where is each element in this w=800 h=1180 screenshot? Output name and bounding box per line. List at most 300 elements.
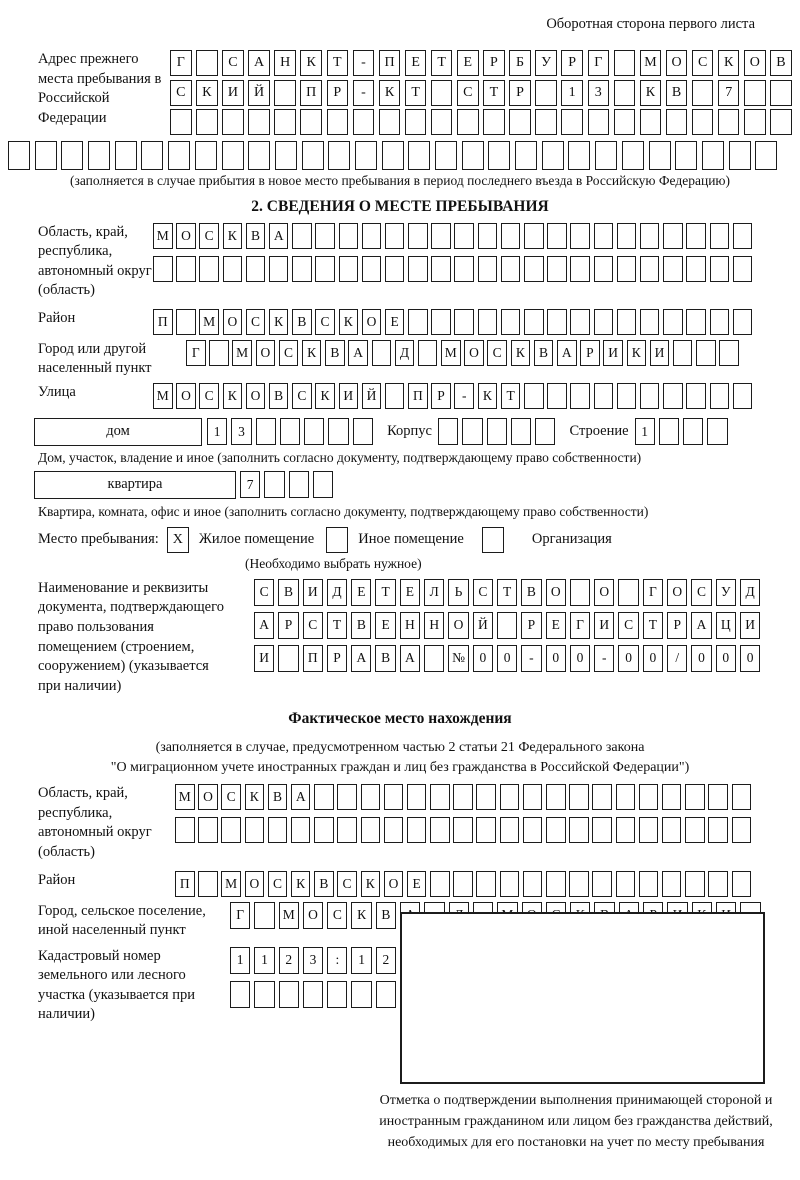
- char-cell[interactable]: С: [279, 340, 299, 366]
- char-cell[interactable]: [196, 50, 218, 76]
- char-cell[interactable]: С: [457, 80, 479, 106]
- char-cell[interactable]: [733, 223, 753, 249]
- char-cell[interactable]: [353, 109, 375, 135]
- char-cell[interactable]: В: [325, 340, 345, 366]
- char-cell[interactable]: В: [521, 579, 541, 606]
- char-cell[interactable]: 7: [240, 471, 260, 498]
- char-cell[interactable]: [327, 981, 347, 1008]
- char-cell[interactable]: -: [521, 645, 541, 672]
- char-cell[interactable]: [686, 383, 706, 409]
- char-cell[interactable]: [640, 256, 660, 282]
- char-cell[interactable]: [523, 784, 543, 810]
- char-cell[interactable]: [476, 784, 496, 810]
- char-cell[interactable]: М: [441, 340, 461, 366]
- char-cell[interactable]: [280, 418, 300, 445]
- char-cell[interactable]: [614, 50, 636, 76]
- char-cell[interactable]: О: [256, 340, 276, 366]
- char-cell[interactable]: [408, 309, 428, 335]
- char-cell[interactable]: [617, 256, 637, 282]
- char-cell[interactable]: :: [327, 947, 347, 974]
- char-cell[interactable]: 0: [716, 645, 736, 672]
- char-cell[interactable]: С: [327, 902, 347, 929]
- char-cell[interactable]: [710, 309, 730, 335]
- char-cell[interactable]: С: [268, 871, 288, 897]
- char-cell[interactable]: С: [337, 871, 357, 897]
- char-cell[interactable]: А: [254, 612, 274, 639]
- char-cell[interactable]: О: [744, 50, 766, 76]
- char-cell[interactable]: -: [353, 80, 375, 106]
- char-cell[interactable]: 3: [588, 80, 610, 106]
- char-cell[interactable]: [476, 871, 496, 897]
- char-cell[interactable]: С: [199, 383, 219, 409]
- char-cell[interactable]: [732, 817, 752, 843]
- char-cell[interactable]: [733, 256, 753, 282]
- char-cell[interactable]: [268, 817, 288, 843]
- char-cell[interactable]: У: [535, 50, 557, 76]
- char-cell[interactable]: [384, 784, 404, 810]
- zhiloe-checkbox[interactable]: X: [167, 527, 189, 553]
- char-cell[interactable]: [457, 109, 479, 135]
- char-cell[interactable]: [569, 871, 589, 897]
- char-cell[interactable]: [168, 141, 190, 170]
- char-cell[interactable]: [195, 141, 217, 170]
- char-cell[interactable]: [662, 817, 682, 843]
- char-cell[interactable]: С: [691, 579, 711, 606]
- char-cell[interactable]: [431, 223, 451, 249]
- char-cell[interactable]: [384, 817, 404, 843]
- char-cell[interactable]: [339, 256, 359, 282]
- char-cell[interactable]: -: [353, 50, 375, 76]
- char-cell[interactable]: [362, 223, 382, 249]
- char-cell[interactable]: К: [379, 80, 401, 106]
- char-cell[interactable]: О: [246, 383, 266, 409]
- char-cell[interactable]: [209, 340, 229, 366]
- char-cell[interactable]: [405, 109, 427, 135]
- char-cell[interactable]: Г: [588, 50, 610, 76]
- char-cell[interactable]: [256, 418, 276, 445]
- char-cell[interactable]: К: [511, 340, 531, 366]
- char-cell[interactable]: [328, 141, 350, 170]
- char-cell[interactable]: [588, 109, 610, 135]
- char-cell[interactable]: [408, 141, 430, 170]
- char-cell[interactable]: [618, 579, 638, 606]
- char-cell[interactable]: Т: [327, 50, 349, 76]
- char-cell[interactable]: [733, 383, 753, 409]
- char-cell[interactable]: [487, 418, 507, 445]
- char-cell[interactable]: П: [300, 80, 322, 106]
- char-cell[interactable]: С: [292, 383, 312, 409]
- char-cell[interactable]: И: [594, 612, 614, 639]
- char-cell[interactable]: О: [464, 340, 484, 366]
- char-cell[interactable]: 0: [546, 645, 566, 672]
- char-cell[interactable]: Г: [643, 579, 663, 606]
- char-cell[interactable]: [592, 817, 612, 843]
- char-cell[interactable]: [501, 309, 521, 335]
- char-cell[interactable]: №: [448, 645, 468, 672]
- char-cell[interactable]: [141, 141, 163, 170]
- char-cell[interactable]: 1: [561, 80, 583, 106]
- char-cell[interactable]: [246, 256, 266, 282]
- char-cell[interactable]: К: [351, 902, 371, 929]
- char-cell[interactable]: [524, 309, 544, 335]
- char-cell[interactable]: [304, 418, 324, 445]
- char-cell[interactable]: [385, 256, 405, 282]
- char-cell[interactable]: Н: [424, 612, 444, 639]
- char-cell[interactable]: Р: [483, 50, 505, 76]
- char-cell[interactable]: 3: [303, 947, 323, 974]
- char-cell[interactable]: [176, 309, 196, 335]
- char-cell[interactable]: [355, 141, 377, 170]
- char-cell[interactable]: В: [246, 223, 266, 249]
- char-cell[interactable]: [313, 471, 333, 498]
- char-cell[interactable]: 1: [230, 947, 250, 974]
- char-cell[interactable]: [170, 109, 192, 135]
- char-cell[interactable]: О: [384, 871, 404, 897]
- char-cell[interactable]: П: [408, 383, 428, 409]
- char-cell[interactable]: С: [254, 579, 274, 606]
- kvartira-type-box[interactable]: квартира: [34, 471, 236, 499]
- char-cell[interactable]: О: [666, 50, 688, 76]
- char-cell[interactable]: Т: [483, 80, 505, 106]
- char-cell[interactable]: [153, 256, 173, 282]
- char-cell[interactable]: Е: [405, 50, 427, 76]
- char-cell[interactable]: [685, 784, 705, 810]
- char-cell[interactable]: С: [246, 309, 266, 335]
- char-cell[interactable]: С: [221, 784, 241, 810]
- char-cell[interactable]: М: [640, 50, 662, 76]
- char-cell[interactable]: [639, 784, 659, 810]
- char-cell[interactable]: [453, 817, 473, 843]
- char-cell[interactable]: [568, 141, 590, 170]
- char-cell[interactable]: М: [199, 309, 219, 335]
- char-cell[interactable]: [175, 817, 195, 843]
- char-cell[interactable]: [289, 471, 309, 498]
- char-cell[interactable]: [269, 256, 289, 282]
- char-cell[interactable]: [198, 817, 218, 843]
- char-cell[interactable]: Р: [327, 645, 347, 672]
- char-cell[interactable]: [431, 256, 451, 282]
- char-cell[interactable]: [292, 223, 312, 249]
- char-cell[interactable]: К: [315, 383, 335, 409]
- char-cell[interactable]: [511, 418, 531, 445]
- char-cell[interactable]: [719, 340, 739, 366]
- char-cell[interactable]: К: [627, 340, 647, 366]
- char-cell[interactable]: [617, 223, 637, 249]
- char-cell[interactable]: Н: [400, 612, 420, 639]
- char-cell[interactable]: [675, 141, 697, 170]
- char-cell[interactable]: [198, 871, 218, 897]
- char-cell[interactable]: [686, 309, 706, 335]
- char-cell[interactable]: [570, 223, 590, 249]
- char-cell[interactable]: [546, 784, 566, 810]
- char-cell[interactable]: 0: [618, 645, 638, 672]
- char-cell[interactable]: Т: [375, 579, 395, 606]
- char-cell[interactable]: [640, 223, 660, 249]
- char-cell[interactable]: [275, 141, 297, 170]
- char-cell[interactable]: [435, 141, 457, 170]
- char-cell[interactable]: К: [223, 383, 243, 409]
- char-cell[interactable]: [707, 418, 727, 445]
- char-cell[interactable]: И: [650, 340, 670, 366]
- char-cell[interactable]: [663, 383, 683, 409]
- char-cell[interactable]: Р: [278, 612, 298, 639]
- char-cell[interactable]: Г: [230, 902, 250, 929]
- char-cell[interactable]: [478, 223, 498, 249]
- char-cell[interactable]: П: [153, 309, 173, 335]
- char-cell[interactable]: С: [222, 50, 244, 76]
- char-cell[interactable]: [88, 141, 110, 170]
- char-cell[interactable]: [302, 141, 324, 170]
- char-cell[interactable]: Д: [740, 579, 760, 606]
- char-cell[interactable]: Р: [509, 80, 531, 106]
- char-cell[interactable]: [8, 141, 30, 170]
- char-cell[interactable]: [385, 383, 405, 409]
- char-cell[interactable]: 0: [497, 645, 517, 672]
- char-cell[interactable]: К: [223, 223, 243, 249]
- char-cell[interactable]: [614, 109, 636, 135]
- char-cell[interactable]: Т: [431, 50, 453, 76]
- char-cell[interactable]: [561, 109, 583, 135]
- char-cell[interactable]: [264, 471, 284, 498]
- char-cell[interactable]: С: [315, 309, 335, 335]
- char-cell[interactable]: [430, 784, 450, 810]
- char-cell[interactable]: [702, 141, 724, 170]
- char-cell[interactable]: [686, 223, 706, 249]
- char-cell[interactable]: К: [291, 871, 311, 897]
- char-cell[interactable]: [708, 817, 728, 843]
- char-cell[interactable]: [755, 141, 777, 170]
- char-cell[interactable]: [515, 141, 537, 170]
- char-cell[interactable]: [547, 309, 567, 335]
- char-cell[interactable]: [524, 383, 544, 409]
- char-cell[interactable]: [382, 141, 404, 170]
- char-cell[interactable]: [524, 256, 544, 282]
- char-cell[interactable]: Т: [497, 579, 517, 606]
- char-cell[interactable]: 1: [635, 418, 655, 445]
- char-cell[interactable]: Е: [385, 309, 405, 335]
- char-cell[interactable]: [692, 109, 714, 135]
- char-cell[interactable]: [407, 817, 427, 843]
- char-cell[interactable]: М: [153, 383, 173, 409]
- char-cell[interactable]: [379, 109, 401, 135]
- char-cell[interactable]: К: [640, 80, 662, 106]
- char-cell[interactable]: У: [716, 579, 736, 606]
- char-cell[interactable]: [454, 256, 474, 282]
- char-cell[interactable]: П: [175, 871, 195, 897]
- char-cell[interactable]: П: [303, 645, 323, 672]
- char-cell[interactable]: Й: [248, 80, 270, 106]
- char-cell[interactable]: [115, 141, 137, 170]
- char-cell[interactable]: [454, 309, 474, 335]
- char-cell[interactable]: Е: [407, 871, 427, 897]
- char-cell[interactable]: [509, 109, 531, 135]
- char-cell[interactable]: [663, 223, 683, 249]
- char-cell[interactable]: 0: [473, 645, 493, 672]
- char-cell[interactable]: [292, 256, 312, 282]
- char-cell[interactable]: О: [303, 902, 323, 929]
- char-cell[interactable]: Й: [473, 612, 493, 639]
- char-cell[interactable]: [692, 80, 714, 106]
- char-cell[interactable]: Ь: [448, 579, 468, 606]
- char-cell[interactable]: М: [221, 871, 241, 897]
- char-cell[interactable]: М: [175, 784, 195, 810]
- char-cell[interactable]: К: [302, 340, 322, 366]
- char-cell[interactable]: И: [222, 80, 244, 106]
- char-cell[interactable]: С: [487, 340, 507, 366]
- char-cell[interactable]: [770, 109, 792, 135]
- char-cell[interactable]: [196, 109, 218, 135]
- char-cell[interactable]: [476, 817, 496, 843]
- char-cell[interactable]: [710, 223, 730, 249]
- char-cell[interactable]: 1: [207, 418, 227, 445]
- char-cell[interactable]: В: [292, 309, 312, 335]
- char-cell[interactable]: [488, 141, 510, 170]
- char-cell[interactable]: [278, 645, 298, 672]
- char-cell[interactable]: С: [199, 223, 219, 249]
- char-cell[interactable]: [535, 109, 557, 135]
- char-cell[interactable]: [351, 981, 371, 1008]
- char-cell[interactable]: А: [348, 340, 368, 366]
- char-cell[interactable]: [431, 80, 453, 106]
- char-cell[interactable]: [733, 309, 753, 335]
- char-cell[interactable]: -: [594, 645, 614, 672]
- char-cell[interactable]: [176, 256, 196, 282]
- char-cell[interactable]: [616, 784, 636, 810]
- char-cell[interactable]: Р: [431, 383, 451, 409]
- char-cell[interactable]: А: [691, 612, 711, 639]
- char-cell[interactable]: [570, 579, 590, 606]
- char-cell[interactable]: [337, 817, 357, 843]
- char-cell[interactable]: [744, 80, 766, 106]
- char-cell[interactable]: [685, 871, 705, 897]
- char-cell[interactable]: А: [291, 784, 311, 810]
- inoe-checkbox[interactable]: [326, 527, 348, 553]
- char-cell[interactable]: [248, 109, 270, 135]
- char-cell[interactable]: [314, 784, 334, 810]
- char-cell[interactable]: Р: [327, 80, 349, 106]
- char-cell[interactable]: А: [557, 340, 577, 366]
- char-cell[interactable]: О: [198, 784, 218, 810]
- char-cell[interactable]: [570, 256, 590, 282]
- char-cell[interactable]: С: [692, 50, 714, 76]
- char-cell[interactable]: [523, 871, 543, 897]
- char-cell[interactable]: [314, 817, 334, 843]
- char-cell[interactable]: [617, 383, 637, 409]
- char-cell[interactable]: [535, 418, 555, 445]
- char-cell[interactable]: К: [361, 871, 381, 897]
- char-cell[interactable]: О: [448, 612, 468, 639]
- char-cell[interactable]: [710, 383, 730, 409]
- char-cell[interactable]: С: [303, 612, 323, 639]
- char-cell[interactable]: 1: [351, 947, 371, 974]
- char-cell[interactable]: О: [176, 223, 196, 249]
- char-cell[interactable]: [639, 817, 659, 843]
- char-cell[interactable]: К: [300, 50, 322, 76]
- char-cell[interactable]: К: [339, 309, 359, 335]
- char-cell[interactable]: Т: [501, 383, 521, 409]
- char-cell[interactable]: [376, 981, 396, 1008]
- char-cell[interactable]: С: [473, 579, 493, 606]
- char-cell[interactable]: [662, 784, 682, 810]
- char-cell[interactable]: [547, 383, 567, 409]
- char-cell[interactable]: И: [303, 579, 323, 606]
- char-cell[interactable]: И: [254, 645, 274, 672]
- char-cell[interactable]: 3: [231, 418, 251, 445]
- char-cell[interactable]: [523, 817, 543, 843]
- char-cell[interactable]: В: [351, 612, 371, 639]
- char-cell[interactable]: [501, 223, 521, 249]
- char-cell[interactable]: О: [667, 579, 687, 606]
- char-cell[interactable]: [592, 871, 612, 897]
- char-cell[interactable]: [328, 418, 348, 445]
- char-cell[interactable]: [274, 109, 296, 135]
- char-cell[interactable]: Г: [186, 340, 206, 366]
- char-cell[interactable]: [662, 871, 682, 897]
- char-cell[interactable]: Б: [509, 50, 531, 76]
- char-cell[interactable]: Е: [400, 579, 420, 606]
- char-cell[interactable]: Е: [351, 579, 371, 606]
- dom-type-box[interactable]: дом: [34, 418, 202, 446]
- char-cell[interactable]: [663, 256, 683, 282]
- char-cell[interactable]: [500, 817, 520, 843]
- char-cell[interactable]: [408, 256, 428, 282]
- char-cell[interactable]: [640, 309, 660, 335]
- char-cell[interactable]: [254, 981, 274, 1008]
- char-cell[interactable]: О: [546, 579, 566, 606]
- char-cell[interactable]: [732, 784, 752, 810]
- char-cell[interactable]: [418, 340, 438, 366]
- char-cell[interactable]: [497, 612, 517, 639]
- char-cell[interactable]: [616, 817, 636, 843]
- char-cell[interactable]: К: [245, 784, 265, 810]
- char-cell[interactable]: [199, 256, 219, 282]
- char-cell[interactable]: [424, 645, 444, 672]
- char-cell[interactable]: [696, 340, 716, 366]
- char-cell[interactable]: [686, 256, 706, 282]
- char-cell[interactable]: [708, 784, 728, 810]
- char-cell[interactable]: М: [153, 223, 173, 249]
- char-cell[interactable]: [339, 223, 359, 249]
- char-cell[interactable]: В: [770, 50, 792, 76]
- char-cell[interactable]: 7: [718, 80, 740, 106]
- char-cell[interactable]: С: [170, 80, 192, 106]
- char-cell[interactable]: О: [362, 309, 382, 335]
- char-cell[interactable]: [524, 223, 544, 249]
- char-cell[interactable]: В: [278, 579, 298, 606]
- char-cell[interactable]: Г: [570, 612, 590, 639]
- char-cell[interactable]: /: [667, 645, 687, 672]
- char-cell[interactable]: [462, 141, 484, 170]
- char-cell[interactable]: Р: [521, 612, 541, 639]
- char-cell[interactable]: [616, 871, 636, 897]
- char-cell[interactable]: [542, 141, 564, 170]
- char-cell[interactable]: Л: [424, 579, 444, 606]
- char-cell[interactable]: Й: [362, 383, 382, 409]
- char-cell[interactable]: В: [375, 645, 395, 672]
- char-cell[interactable]: [708, 871, 728, 897]
- char-cell[interactable]: 0: [740, 645, 760, 672]
- char-cell[interactable]: [300, 109, 322, 135]
- char-cell[interactable]: [640, 109, 662, 135]
- char-cell[interactable]: [592, 784, 612, 810]
- char-cell[interactable]: [570, 309, 590, 335]
- char-cell[interactable]: [547, 256, 567, 282]
- char-cell[interactable]: [453, 784, 473, 810]
- char-cell[interactable]: [569, 817, 589, 843]
- char-cell[interactable]: [245, 817, 265, 843]
- char-cell[interactable]: 2: [376, 947, 396, 974]
- char-cell[interactable]: [279, 981, 299, 1008]
